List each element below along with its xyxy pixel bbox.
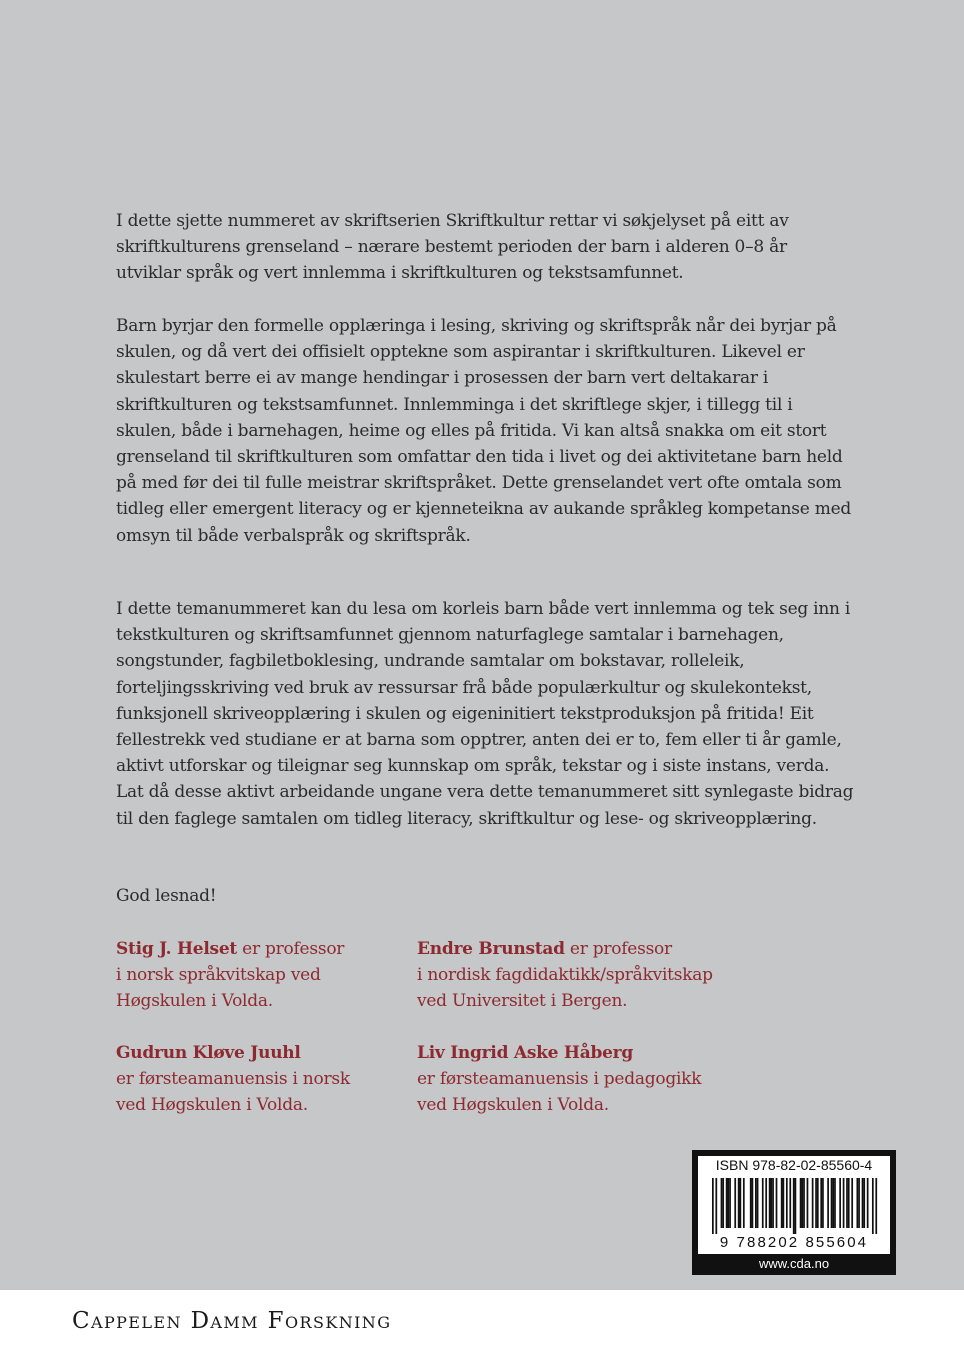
barcode-bar (800, 1178, 802, 1228)
barcode-bar (812, 1178, 814, 1228)
greeting: God lesnad! (116, 886, 217, 906)
barcode-bar (734, 1178, 736, 1228)
barcode-bar (834, 1178, 836, 1228)
author-name: Endre Brunstad (417, 939, 565, 959)
author-line: er førsteamanuensis i pedagogikk (417, 1069, 702, 1089)
barcode-bar (743, 1178, 745, 1228)
barcode-bar (843, 1178, 845, 1228)
barcode-bar (839, 1178, 841, 1228)
author-line: ved Universitet i Bergen. (417, 991, 628, 1011)
barcode-bar (776, 1178, 778, 1228)
barcode-bar (827, 1178, 829, 1228)
author-role: er professor (237, 939, 345, 959)
barcode-icon (698, 1178, 890, 1234)
publisher-logo: Cappelen Damm Forskning (72, 1308, 392, 1334)
author-name: Liv Ingrid Aske Håberg (417, 1043, 634, 1063)
barcode-bar (875, 1178, 877, 1234)
barcode-bar (801, 1178, 803, 1228)
barcode-bar (872, 1178, 874, 1234)
barcode-bar (831, 1178, 833, 1228)
barcode-bar (727, 1178, 729, 1228)
author-name: Gudrun Kløve Juuhl (116, 1043, 301, 1063)
publisher-url: www.cda.no (758, 1256, 830, 1271)
barcode-bar (795, 1178, 797, 1234)
barcode-bar (846, 1178, 848, 1228)
barcode-bar (755, 1178, 757, 1228)
barcode-bar (721, 1178, 723, 1228)
barcode-bar (807, 1178, 809, 1228)
author-line: er førsteamanuensis i norsk (116, 1069, 350, 1089)
barcode-bar (822, 1178, 824, 1228)
author-bio-juuhl (116, 1040, 436, 1118)
barcode-bar (738, 1178, 740, 1228)
author-bio-brunstad (417, 936, 737, 1014)
barcode-bar (752, 1178, 754, 1228)
barcode-bar (803, 1178, 805, 1228)
author-line: Høgskulen i Volda. (116, 991, 273, 1011)
intro-paragraph-3: I dette temanummeret kan du lesa om korleis barn både vert innlemma og tek seg inn i tekstkulturen og skriftsamfunnet gjennom naturfaglege samtalar i barnehagen, songstunder, fagbiletboklesing, undrande samtalar om bokstavar, rolleleik, forteljingsskriving ved bruk av ressursar frå både populærkultur og skulekontekst, funksjonell skriveopplæring i skulen og eigeninitiert tekstproduksjon på fritida! Eit fellestrekk ved studiane er at barna som opptrer, anten dei er to, fem eller ti år gamle, aktivt utforskar og tileignar seg kunnskap om språk, tekstar og i siste instans, verda. Lat då desse aktivt arbeidande ungane vera dette temanummeret sitt synlegaste bidrag til den faglege samtalen om tidleg literacy, skriftkultur og lese- og skriveopplæring. (116, 599, 854, 829)
barcode-bar (765, 1178, 767, 1228)
barcode-bar (789, 1178, 791, 1228)
intro-paragraph-1: I dette sjette nummeret av skriftserien Skriftkultur rettar vi søkjelyset på eitt av skriftkulturens grenseland – nærare bestemt perioden der barn i alderen 0–8 år utviklar språk og vert innlemma i skriftkulturen og tekstsamfunnet. (116, 211, 789, 284)
barcode-bar (712, 1178, 714, 1234)
barcode-bar (781, 1178, 783, 1228)
barcode-bar (793, 1178, 795, 1234)
barcode-bar (815, 1178, 817, 1228)
barcode-bar (820, 1178, 822, 1228)
isbn-barcode-box (692, 1150, 896, 1275)
author-bio-helset (116, 936, 436, 1014)
author-line: ved Høgskulen i Volda. (417, 1095, 609, 1115)
barcode-bar (762, 1178, 764, 1228)
barcode-bar (750, 1178, 752, 1228)
author-line: ved Høgskulen i Volda. (116, 1095, 308, 1115)
author-bio-haberg (417, 1040, 737, 1118)
barcode-bar (740, 1178, 742, 1228)
author-line: i norsk språkvitskap ved (116, 965, 321, 985)
barcode-bar (722, 1178, 724, 1228)
barcode-bar (862, 1178, 864, 1228)
barcode-bar (817, 1178, 819, 1228)
barcode-bar (783, 1178, 785, 1228)
barcode-bar (867, 1178, 869, 1228)
author-role: er professor (564, 939, 672, 959)
barcode-bar (770, 1178, 772, 1228)
author-name: Stig J. Helset (116, 939, 238, 959)
barcode-bar (769, 1178, 771, 1228)
barcode-bar (726, 1178, 728, 1228)
barcode-bar (715, 1178, 717, 1234)
barcode-bar (858, 1178, 860, 1228)
barcode-bar (786, 1178, 788, 1228)
barcode-bar (772, 1178, 774, 1228)
isbn-label: ISBN 978-82-02-85560-4 (715, 1157, 873, 1173)
isbn-digits: 9 788202 855604 (719, 1234, 869, 1251)
barcode-bar (848, 1178, 850, 1228)
barcode-bar (856, 1178, 858, 1228)
intro-paragraph-2: Barn byrjar den formelle opplæringa i lesing, skriving og skriftspråk når dei byrjar på skulen, og då vert dei offisielt opptekne som aspirantar i skriftkulturen. Likevel er skulestart berre ei av mange hendingar i prosessen der barn vert deltakarar i skriftkulturen og tekstsamfunnet. Innlemminga i det skriftlege skjer, i tillegg til i skulen, både i barnehagen, heime og elles på fritida. Vi kan altså snakka om eit stort grenseland til skriftkulturen som omfattar den tida i livet og dei aktivitetane barn held på med før dei til fulle meistrar skriftspråket. Dette grenselandet vert ofte omtala som tidleg eller emergent literacy og er kjenneteikna av aukande språkleg kompetanse med omsyn til både verbalspråk og skriftspråk. (116, 316, 852, 546)
barcode-bar (863, 1178, 865, 1228)
barcode-area (698, 1156, 890, 1254)
author-line: i nordisk fagdidaktikk/språkvitskap (417, 965, 713, 985)
barcode-bar (832, 1178, 834, 1228)
barcode-bar (729, 1178, 731, 1228)
barcode-bar (757, 1178, 759, 1228)
barcode-bar (851, 1178, 853, 1228)
